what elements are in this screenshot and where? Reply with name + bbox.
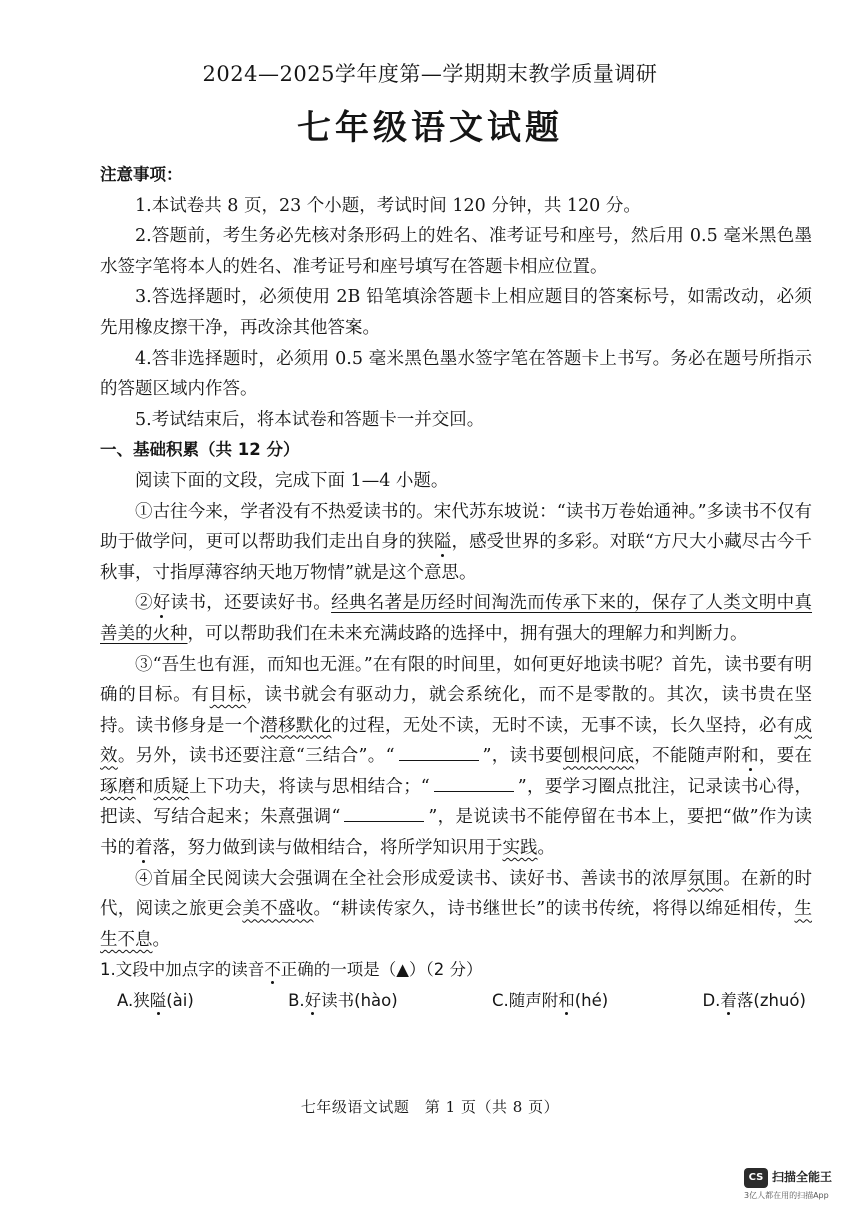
notes-heading: 注意事项： bbox=[100, 165, 183, 184]
wavy-word: 目标 bbox=[209, 685, 247, 706]
reading-instruction: 阅读下面的文段，完成下面 1—4 小题。 bbox=[135, 470, 449, 491]
dotted-char: 隘 bbox=[149, 991, 167, 1011]
content-body bbox=[100, 160, 812, 1017]
wavy-word: 氛围 bbox=[687, 868, 724, 889]
note-item: 5.考试结束后，将本试卷和答题卡一并交回。 bbox=[135, 409, 485, 430]
answer-marker-icon: ▲ bbox=[396, 960, 409, 980]
scanner-watermark bbox=[744, 1166, 846, 1206]
dotted-char: 着 bbox=[720, 991, 737, 1011]
wavy-word: 琢磨 bbox=[100, 776, 136, 797]
scanner-app-name: 扫描全能王 bbox=[772, 1170, 833, 1184]
question-1-stem: 1.文段中加点字的读音不正确的一项是（▲）（2 分） bbox=[100, 960, 483, 980]
note-item: 1.本试卷共 8 页，23 个小题，考试时间 120 分钟，共 120 分。 bbox=[135, 195, 641, 216]
exam-term-line: 2024—2025学年度第—学期期末教学质量调研 bbox=[202, 62, 658, 86]
fill-blank-2 bbox=[434, 773, 514, 792]
dotted-char: 着 bbox=[135, 838, 153, 859]
dotted-char: 和 bbox=[558, 991, 575, 1011]
scanner-logo-icon: CS bbox=[744, 1168, 768, 1188]
underlined-sentence: 经典名著是历经时间淘洗而传承下来的，保存了人类文明中真善美的火种 bbox=[100, 593, 813, 644]
section-heading: 一、基础积累（共 12 分） bbox=[100, 440, 300, 460]
question-1-options bbox=[100, 986, 812, 1017]
passage-paragraph-1: ①古往今来，学者没有不热爱读书的。宋代苏东坡说：“读书万卷始通神。”多读书不仅有助于做学问，更可以帮助我们走出自身的狭隘，感受世界的多彩。对联“方尺大小藏尽古今千秋事，寸指厚薄容纳天地万物情”就是这个意思。 bbox=[100, 501, 812, 583]
scanner-tagline: 3亿人都在用的扫描App bbox=[744, 1191, 829, 1200]
wavy-word: 质疑 bbox=[153, 776, 190, 797]
dotted-char: 不 bbox=[264, 960, 281, 980]
wavy-word: 实践 bbox=[502, 838, 538, 859]
option-a: A.狭隘(ài) bbox=[117, 991, 194, 1011]
dotted-char: 好 bbox=[152, 593, 171, 614]
note-item: 3.答选择题时，必须使用 2B 铅笔填涂答题卡上相应题目的答案标号，如需改动，必须先用橡皮擦干净，再改涂其他答案。 bbox=[100, 287, 812, 338]
wavy-word: 潜移默化 bbox=[260, 715, 332, 736]
page-title: 七年级语文试题 bbox=[297, 108, 563, 148]
passage-paragraph-4: ④首届全民阅读大会强调在全社会形成爱读书、读好书、善读书的浓厚氛围。在新的时代，阅读之旅更会美不盛收。“耕读传家久，诗书继世长”的读书传统，将得以绵延相传，生生不息。 bbox=[100, 868, 813, 950]
dotted-char: 好 bbox=[304, 991, 322, 1011]
wavy-word: 刨根问底 bbox=[563, 746, 635, 767]
option-c: C.随声附和(hé) bbox=[491, 991, 609, 1011]
option-d: D.着落(zhuó) bbox=[702, 991, 806, 1011]
wavy-word: 成效 bbox=[100, 715, 813, 767]
page-footer: 七年级语文试题 第 1 页（共 8 页） bbox=[300, 1098, 560, 1116]
note-item: 2.答题前，考生务必先核对条形码上的姓名、准考证号和座号，然后用 0.5 毫米黑色墨水签字笔将本人的姓名、准考证号和座号填写在答题卡相应位置。 bbox=[100, 226, 812, 277]
wavy-word: 美不盛收 bbox=[242, 899, 314, 920]
fill-blank-3 bbox=[344, 803, 424, 822]
wavy-word: 生生不息 bbox=[100, 899, 813, 950]
dotted-char: 和 bbox=[741, 746, 759, 767]
passage-paragraph-3: ③“吾生也有涯，而知也无涯。”在有限的时间里，如何更好地读书呢？首先，读书要有明确的目标。有目标，读书就会有驱动力，就会系统化，而不是零散的。其次，读书贵在坚持。读书修身是一个潜移默化的过程，无处不读，无时不读，无事不读，长久坚持，必有成效。另外，读书还要注意“三结合”。“ ”，读书要刨根问底，不能随声附和，要在琢磨和质疑上下功夫，将读与思相结合；“ ”，要学习圈点批注，记录读书心得，把读、写结合起来；朱熹强调“ ”，是说读书不能停留在书本上，要把“做”作为读书的着落，努力做到读与做相结合，将所学知识用于实践。 bbox=[100, 654, 813, 859]
option-b: B.好读书(hào) bbox=[288, 991, 398, 1011]
passage-paragraph-2: ②好读书，还要读好书。经典名著是历经时间淘洗而传承下来的，保存了人类文明中真善美的火种，可以帮助我们在未来充满歧路的选择中，拥有强大的理解力和判断力。 bbox=[100, 593, 813, 644]
dotted-char: 隘 bbox=[433, 532, 452, 553]
fill-blank-1 bbox=[399, 742, 479, 761]
note-item: 4.答非选择题时，必须用 0.5 毫米黑色墨水签字笔在答题卡上书写。务必在题号所指示的答题区域内作答。 bbox=[100, 348, 812, 400]
